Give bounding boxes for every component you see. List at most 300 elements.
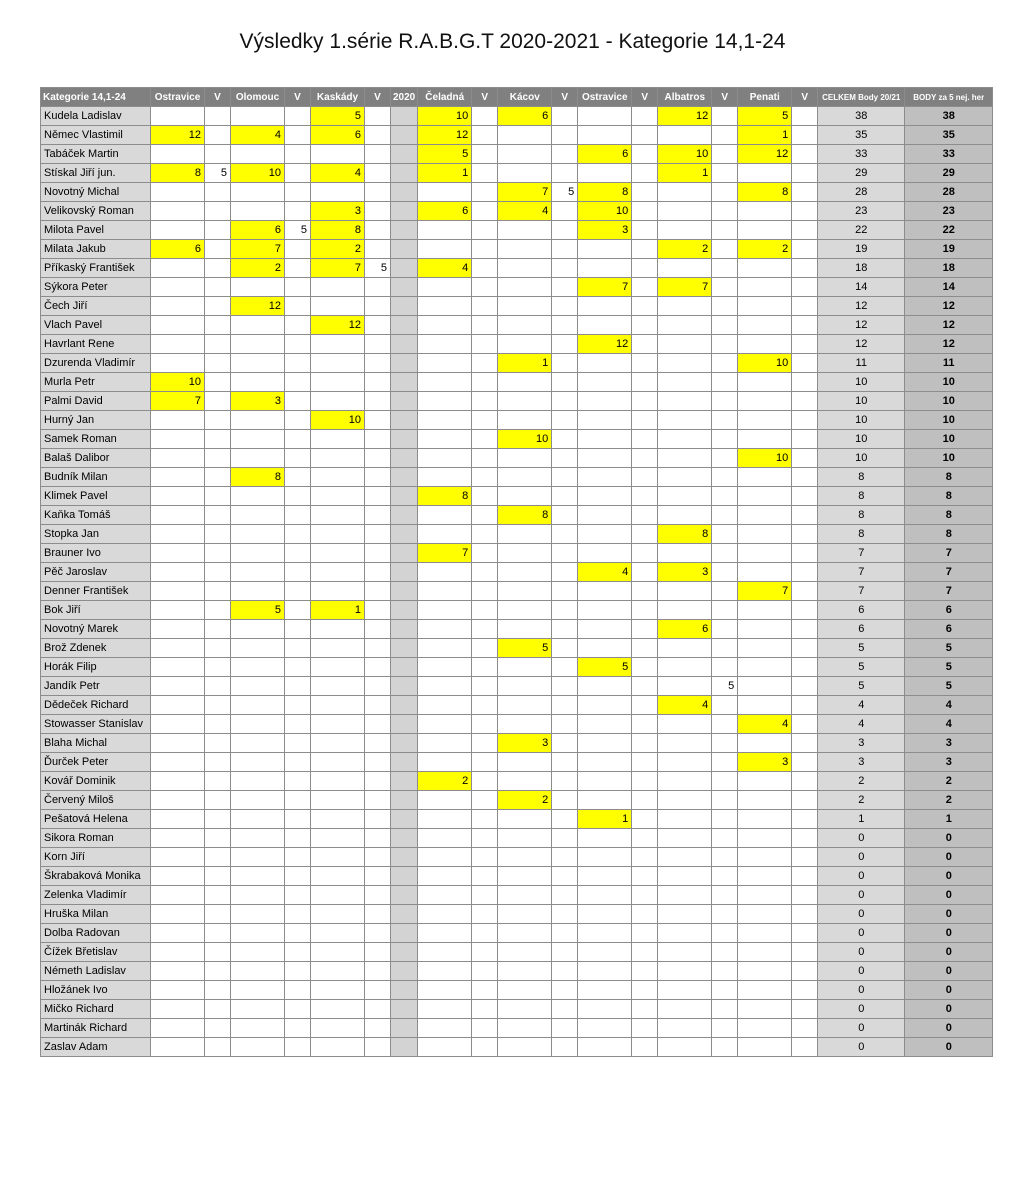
bonus-cell xyxy=(552,544,578,563)
score-cell xyxy=(311,392,365,411)
best-five-points: 11 xyxy=(905,354,993,373)
player-name: Velikovský Roman xyxy=(41,202,151,221)
score-cell xyxy=(231,962,285,981)
score-cell xyxy=(578,1000,632,1019)
score-cell xyxy=(311,962,365,981)
score-cell xyxy=(498,316,552,335)
score-cell xyxy=(151,848,205,867)
bonus-cell xyxy=(792,867,818,886)
column-header: Albatros xyxy=(658,88,712,107)
bonus-cell xyxy=(472,240,498,259)
score-cell xyxy=(418,392,472,411)
best-five-points: 12 xyxy=(905,297,993,316)
bonus-cell xyxy=(632,639,658,658)
bonus-cell xyxy=(552,1000,578,1019)
score-cell xyxy=(738,335,792,354)
player-name: Havrlant Rene xyxy=(41,335,151,354)
bonus-cell xyxy=(285,582,311,601)
best-five-points: 2 xyxy=(905,772,993,791)
bonus-cell xyxy=(205,810,231,829)
score-cell xyxy=(311,430,365,449)
bonus-cell xyxy=(205,829,231,848)
score-cell xyxy=(418,411,472,430)
total-points: 1 xyxy=(818,810,905,829)
score-cell xyxy=(578,620,632,639)
bonus-cell xyxy=(792,468,818,487)
bonus-cell xyxy=(285,297,311,316)
bonus-cell xyxy=(205,620,231,639)
table-row xyxy=(41,867,993,886)
score-cell xyxy=(498,468,552,487)
bonus-cell xyxy=(285,335,311,354)
column-header: V xyxy=(552,88,578,107)
bonus-cell xyxy=(712,335,738,354)
bonus-cell xyxy=(205,126,231,145)
bonus-cell xyxy=(712,753,738,772)
bonus-cell xyxy=(472,829,498,848)
score-cell xyxy=(498,525,552,544)
bonus-cell xyxy=(365,810,391,829)
score-cell xyxy=(658,259,712,278)
score-cell xyxy=(738,867,792,886)
score-cell xyxy=(151,620,205,639)
bonus-cell xyxy=(552,772,578,791)
bonus-cell xyxy=(632,753,658,772)
score-cell xyxy=(311,886,365,905)
bonus-cell xyxy=(285,601,311,620)
best-five-points: 7 xyxy=(905,582,993,601)
bonus-cell xyxy=(365,582,391,601)
bonus-cell xyxy=(552,582,578,601)
bonus-cell xyxy=(792,259,818,278)
bonus-cell xyxy=(205,145,231,164)
score-cell xyxy=(151,316,205,335)
table-row xyxy=(41,449,993,468)
score-cell xyxy=(151,867,205,886)
bonus-cell xyxy=(365,867,391,886)
score-cell xyxy=(658,221,712,240)
best-five-points: 8 xyxy=(905,506,993,525)
score-cell xyxy=(151,601,205,620)
score-cell xyxy=(231,943,285,962)
score-cell xyxy=(498,620,552,639)
total-points: 10 xyxy=(818,449,905,468)
bonus-cell xyxy=(552,316,578,335)
table-row xyxy=(41,734,993,753)
total-points: 6 xyxy=(818,620,905,639)
player-name: Kovář Dominik xyxy=(41,772,151,791)
bonus-cell xyxy=(205,677,231,696)
score-cell xyxy=(151,487,205,506)
bonus-cell xyxy=(792,373,818,392)
score-cell xyxy=(418,278,472,297)
score-cell xyxy=(498,335,552,354)
bonus-cell xyxy=(632,1019,658,1038)
bonus-cell xyxy=(365,563,391,582)
player-name: Hruška Milan xyxy=(41,905,151,924)
table-row xyxy=(41,544,993,563)
best-five-points: 5 xyxy=(905,658,993,677)
score-cell: 6 xyxy=(311,126,365,145)
bonus-cell xyxy=(205,183,231,202)
score-cell xyxy=(738,544,792,563)
bonus-cell xyxy=(472,316,498,335)
score-cell xyxy=(418,354,472,373)
score-cell xyxy=(498,962,552,981)
bonus-cell xyxy=(205,335,231,354)
score-cell: 4 xyxy=(418,259,472,278)
score-cell xyxy=(498,677,552,696)
score-cell xyxy=(738,924,792,943)
bonus-cell xyxy=(205,981,231,1000)
score-cell xyxy=(151,791,205,810)
score-cell xyxy=(311,753,365,772)
score-cell xyxy=(578,164,632,183)
separator-cell xyxy=(391,810,418,829)
best-five-points: 5 xyxy=(905,677,993,696)
bonus-cell xyxy=(712,411,738,430)
score-cell xyxy=(418,506,472,525)
score-cell: 7 xyxy=(578,278,632,297)
bonus-cell xyxy=(632,620,658,639)
bonus-cell xyxy=(472,981,498,1000)
bonus-cell xyxy=(365,506,391,525)
score-cell xyxy=(498,810,552,829)
score-cell: 7 xyxy=(231,240,285,259)
score-cell: 2 xyxy=(311,240,365,259)
bonus-cell xyxy=(365,525,391,544)
bonus-cell xyxy=(365,601,391,620)
bonus-cell xyxy=(365,1019,391,1038)
score-cell xyxy=(231,373,285,392)
score-cell xyxy=(231,886,285,905)
best-five-points: 19 xyxy=(905,240,993,259)
table-row xyxy=(41,791,993,810)
bonus-cell xyxy=(792,620,818,639)
score-cell xyxy=(231,905,285,924)
score-cell xyxy=(418,1038,472,1057)
column-header: Kategorie 14,1-24 xyxy=(41,88,151,107)
total-points: 8 xyxy=(818,506,905,525)
bonus-cell xyxy=(792,753,818,772)
bonus-cell xyxy=(552,525,578,544)
bonus-cell xyxy=(205,905,231,924)
bonus-cell xyxy=(792,278,818,297)
bonus-cell xyxy=(632,335,658,354)
player-name: Murla Petr xyxy=(41,373,151,392)
bonus-cell xyxy=(632,373,658,392)
bonus-cell xyxy=(365,620,391,639)
score-cell xyxy=(498,829,552,848)
score-cell xyxy=(658,506,712,525)
score-cell xyxy=(418,791,472,810)
best-five-points: 12 xyxy=(905,335,993,354)
score-cell xyxy=(578,848,632,867)
bonus-cell xyxy=(552,981,578,1000)
bonus-cell xyxy=(552,126,578,145)
score-cell xyxy=(738,639,792,658)
bonus-cell xyxy=(792,506,818,525)
table-row xyxy=(41,639,993,658)
separator-cell xyxy=(391,563,418,582)
bonus-cell xyxy=(552,430,578,449)
table-row xyxy=(41,145,993,164)
score-cell: 5 xyxy=(311,107,365,126)
separator-cell xyxy=(391,734,418,753)
bonus-cell xyxy=(205,1038,231,1057)
score-cell xyxy=(658,601,712,620)
score-cell xyxy=(738,202,792,221)
player-name: Němec Vlastimil xyxy=(41,126,151,145)
score-cell xyxy=(658,715,712,734)
table-row xyxy=(41,715,993,734)
bonus-cell xyxy=(472,221,498,240)
bonus-cell xyxy=(205,392,231,411)
bonus-cell xyxy=(792,126,818,145)
bonus-cell xyxy=(792,924,818,943)
score-cell xyxy=(578,753,632,772)
bonus-cell xyxy=(552,221,578,240)
table-row xyxy=(41,1019,993,1038)
bonus-cell xyxy=(365,316,391,335)
score-cell xyxy=(738,905,792,924)
bonus-cell xyxy=(632,107,658,126)
score-cell xyxy=(738,1038,792,1057)
bonus-cell xyxy=(205,943,231,962)
best-five-points: 10 xyxy=(905,373,993,392)
table-row xyxy=(41,981,993,1000)
bonus-cell xyxy=(792,297,818,316)
table-row xyxy=(41,221,993,240)
bonus-cell xyxy=(632,411,658,430)
bonus-cell xyxy=(285,924,311,943)
score-cell xyxy=(151,943,205,962)
best-five-points: 2 xyxy=(905,791,993,810)
bonus-cell: 5 xyxy=(205,164,231,183)
table-row xyxy=(41,411,993,430)
separator-cell xyxy=(391,221,418,240)
separator-cell xyxy=(391,620,418,639)
bonus-cell xyxy=(205,525,231,544)
bonus-cell xyxy=(285,848,311,867)
table-row xyxy=(41,183,993,202)
score-cell: 8 xyxy=(311,221,365,240)
total-points: 10 xyxy=(818,373,905,392)
total-points: 0 xyxy=(818,1000,905,1019)
bonus-cell xyxy=(552,753,578,772)
bonus-cell xyxy=(632,772,658,791)
bonus-cell xyxy=(632,544,658,563)
bonus-cell xyxy=(365,848,391,867)
bonus-cell xyxy=(365,829,391,848)
bonus-cell xyxy=(205,221,231,240)
bonus-cell xyxy=(285,411,311,430)
separator-cell xyxy=(391,506,418,525)
score-cell xyxy=(578,468,632,487)
score-cell xyxy=(738,848,792,867)
score-cell xyxy=(658,810,712,829)
score-cell: 4 xyxy=(738,715,792,734)
table-row xyxy=(41,620,993,639)
player-name: Novotný Marek xyxy=(41,620,151,639)
bonus-cell xyxy=(365,753,391,772)
separator-cell xyxy=(391,943,418,962)
score-cell xyxy=(151,183,205,202)
score-cell xyxy=(738,164,792,183)
bonus-cell xyxy=(285,316,311,335)
score-cell xyxy=(738,810,792,829)
player-name: Milota Pavel xyxy=(41,221,151,240)
score-cell xyxy=(498,601,552,620)
bonus-cell xyxy=(472,582,498,601)
score-cell: 2 xyxy=(231,259,285,278)
score-cell xyxy=(578,772,632,791)
best-five-points: 3 xyxy=(905,734,993,753)
bonus-cell xyxy=(632,278,658,297)
score-cell xyxy=(151,525,205,544)
score-cell: 2 xyxy=(498,791,552,810)
player-name: Martinák Richard xyxy=(41,1019,151,1038)
player-name: Palmi David xyxy=(41,392,151,411)
score-cell xyxy=(418,601,472,620)
score-cell xyxy=(418,658,472,677)
score-cell xyxy=(578,1019,632,1038)
bonus-cell xyxy=(712,886,738,905)
score-cell xyxy=(658,1038,712,1057)
score-cell xyxy=(578,525,632,544)
score-cell xyxy=(738,487,792,506)
bonus-cell xyxy=(712,848,738,867)
score-cell xyxy=(418,449,472,468)
bonus-cell xyxy=(285,867,311,886)
bonus-cell xyxy=(552,734,578,753)
score-cell xyxy=(151,1038,205,1057)
bonus-cell: 5 xyxy=(365,259,391,278)
score-cell xyxy=(311,810,365,829)
bonus-cell xyxy=(632,715,658,734)
bonus-cell xyxy=(365,734,391,753)
score-cell: 12 xyxy=(658,107,712,126)
bonus-cell xyxy=(285,544,311,563)
score-cell: 10 xyxy=(498,430,552,449)
bonus-cell xyxy=(632,829,658,848)
score-cell xyxy=(658,373,712,392)
score-cell xyxy=(658,1019,712,1038)
score-cell xyxy=(418,639,472,658)
score-cell xyxy=(418,335,472,354)
bonus-cell xyxy=(552,373,578,392)
player-name: Stowasser Stanislav xyxy=(41,715,151,734)
score-cell: 1 xyxy=(738,126,792,145)
table-row xyxy=(41,107,993,126)
best-five-points: 0 xyxy=(905,981,993,1000)
bonus-cell xyxy=(712,601,738,620)
bonus-cell xyxy=(365,278,391,297)
score-cell: 10 xyxy=(658,145,712,164)
bonus-cell xyxy=(552,791,578,810)
bonus-cell xyxy=(552,943,578,962)
bonus-cell xyxy=(712,316,738,335)
score-cell xyxy=(151,145,205,164)
separator-cell xyxy=(391,145,418,164)
score-cell xyxy=(231,449,285,468)
score-cell xyxy=(578,905,632,924)
bonus-cell xyxy=(285,506,311,525)
bonus-cell xyxy=(632,943,658,962)
bonus-cell xyxy=(552,506,578,525)
score-cell xyxy=(578,924,632,943)
bonus-cell xyxy=(632,924,658,943)
bonus-cell xyxy=(712,962,738,981)
score-cell xyxy=(418,886,472,905)
best-five-points: 8 xyxy=(905,525,993,544)
score-cell xyxy=(418,924,472,943)
bonus-cell xyxy=(365,202,391,221)
bonus-cell xyxy=(792,905,818,924)
bonus-cell xyxy=(792,392,818,411)
score-cell xyxy=(231,658,285,677)
score-cell xyxy=(658,430,712,449)
best-five-points: 0 xyxy=(905,1038,993,1057)
score-cell xyxy=(231,639,285,658)
bonus-cell xyxy=(205,601,231,620)
score-cell xyxy=(418,867,472,886)
separator-cell xyxy=(391,753,418,772)
score-cell xyxy=(231,1038,285,1057)
bonus-cell xyxy=(552,1019,578,1038)
player-name: Brauner Ivo xyxy=(41,544,151,563)
bonus-cell xyxy=(472,886,498,905)
score-cell xyxy=(498,392,552,411)
bonus-cell xyxy=(472,107,498,126)
score-cell xyxy=(311,867,365,886)
score-cell xyxy=(498,373,552,392)
player-name: Blaha Michal xyxy=(41,734,151,753)
player-name: Stískal Jiří jun. xyxy=(41,164,151,183)
bonus-cell xyxy=(205,715,231,734)
bonus-cell xyxy=(632,601,658,620)
separator-cell xyxy=(391,601,418,620)
score-cell xyxy=(658,962,712,981)
score-cell xyxy=(578,829,632,848)
score-cell: 10 xyxy=(231,164,285,183)
score-cell xyxy=(311,563,365,582)
score-cell xyxy=(578,392,632,411)
bonus-cell xyxy=(472,183,498,202)
bonus-cell xyxy=(632,468,658,487)
score-cell xyxy=(658,487,712,506)
score-cell: 3 xyxy=(498,734,552,753)
best-five-points: 12 xyxy=(905,316,993,335)
score-cell xyxy=(311,620,365,639)
score-cell xyxy=(231,487,285,506)
player-name: Denner František xyxy=(41,582,151,601)
header-row xyxy=(41,88,993,107)
bonus-cell xyxy=(552,259,578,278)
score-cell xyxy=(231,829,285,848)
bonus-cell xyxy=(285,468,311,487)
separator-cell xyxy=(391,981,418,1000)
score-cell xyxy=(578,943,632,962)
player-name: Jandík Petr xyxy=(41,677,151,696)
player-name: Balaš Dalibor xyxy=(41,449,151,468)
score-cell xyxy=(578,430,632,449)
best-five-points: 35 xyxy=(905,126,993,145)
score-cell xyxy=(151,259,205,278)
bonus-cell xyxy=(365,107,391,126)
score-cell xyxy=(311,544,365,563)
score-cell xyxy=(578,867,632,886)
